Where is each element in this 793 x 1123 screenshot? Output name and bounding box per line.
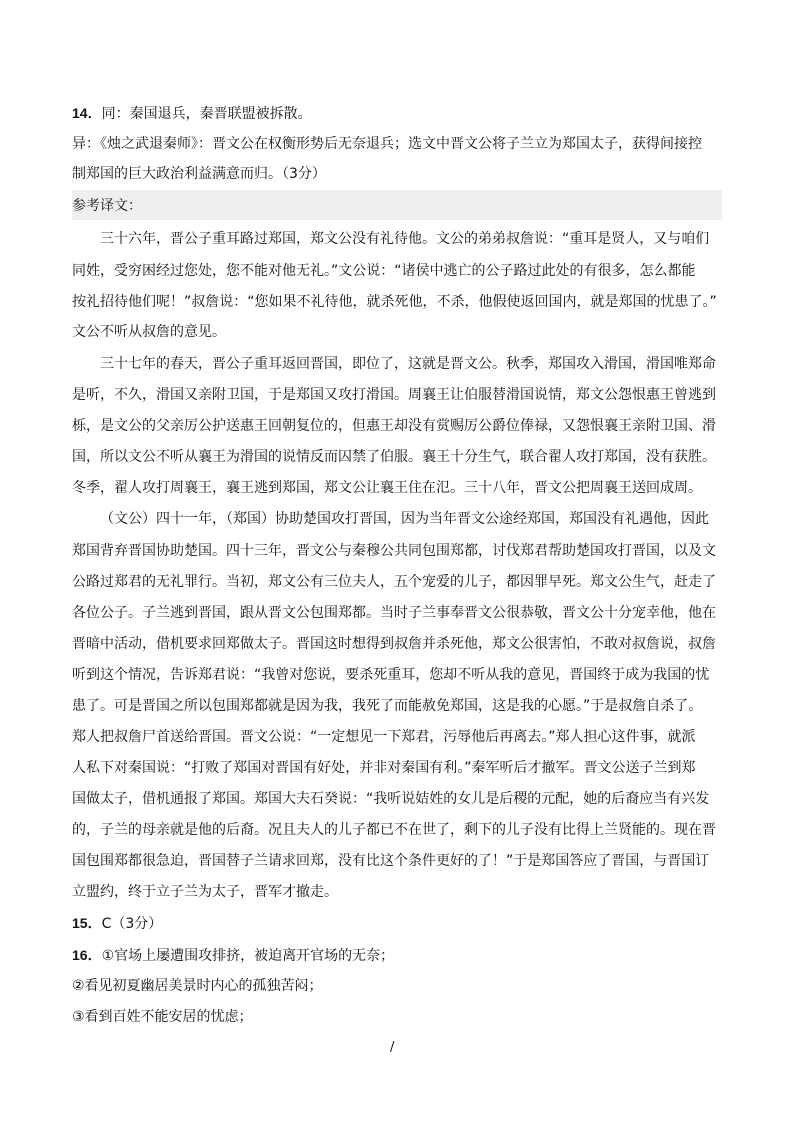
p1-line-3: 按礼招待他们呢！”叔詹说：“您如果不礼待他，就杀死他，不杀，他假使返回国内，就是郑国的忧患了。”	[72, 294, 717, 310]
p1-line-4: 文公不听从叔詹的意见。	[72, 324, 226, 340]
q15-answer: C（3分）	[101, 916, 163, 932]
p3-line-11: 的，子兰的母亲就是他的后裔。况且夫人的儿子都已不在世了，剩下的儿子没有比得上兰贤能的。现在晋	[72, 822, 716, 838]
q15-line	[72, 913, 724, 934]
q16-item-3: ③看到百姓不能安居的忧虑；	[72, 1009, 253, 1025]
p2-line-1: 三十七年的春天，晋公子重耳返回晋国，即位了，这就是晋文公。秋季，郑国攻入滑国，滑国唯郑命	[100, 356, 716, 372]
p1-line-1: 三十六年，晋公子重耳路过郑国，郑文公没有礼待他。文公的弟弟叔詹说：“重耳是贤人，又与咱们	[100, 231, 710, 247]
p3-line-13: 立盟约，终于立子兰为太子，晋军才撤走。	[72, 884, 338, 900]
q14-diff-line-1: 异：《烛之武退秦师》：晋文公在权衡形势后无奈退兵；选文中晋文公将子兰立为郑国太子，获得间接控	[72, 136, 702, 152]
p3-line-6: 听到这个情况，告诉郑君说：“我曾对您说，要杀死重耳，您却不听从我的意见，晋国终于成为我国的忧	[72, 667, 710, 683]
q14-number: 14．	[72, 105, 102, 121]
q16-line-1	[72, 945, 724, 966]
p3-line-8: 郑人把叔詹尸首送给晋国。晋文公说：“一定想见一下郑君，污辱他后再离去。”郑人担心这件事，就派	[72, 729, 696, 745]
p3-line-5: 晋暗中活动，借机要求回郑做太子。晋国这时想得到叔詹并杀死他，郑文公很害怕，不敢对叔詹说，叔詹	[72, 636, 716, 652]
q16-item-2: ②看见初夏幽居美景时内心的孤独苦闷；	[72, 978, 323, 994]
p2-line-3: 栎，是文公的父亲厉公护送惠王回朝复位的，但惠王却没有赏赐厉公爵位俸禄，又怨恨襄王亲附卫国、滑	[72, 418, 716, 434]
p3-line-3: 公路过郑君的无礼罪行。当初，郑文公有三位夫人，五个宠爱的儿子，都因罪早死。郑文公生气，赶走了	[72, 574, 716, 590]
p3-line-10: 国做太子，借机通报了郑国。郑国大夫石癸说：“我听说姞姓的女儿是后稷的元配，她的后裔应当有兴发	[72, 791, 710, 807]
p3-line-7: 患了。可是晋国之所以包围郑都就是因为我，我死了而能赦免郑国，这是我的心愿。”于是叔詹自杀了。	[72, 698, 703, 714]
translation-heading: 参考译文：	[72, 198, 142, 214]
p2-line-2: 是听，不久，滑国又亲附卫国，于是郑国又攻打滑国。周襄王让伯服替滑国说情，郑文公怨恨惠王曾逃到	[72, 387, 716, 403]
q14-diff-line-2: 制郑国的巨大政治利益满意而归。（3分）	[72, 166, 326, 182]
q16-number: 16．	[72, 947, 102, 963]
p2-line-5: 冬季，翟人攻打周襄王，襄王逃到郑国，郑文公让襄王住在氾。三十八年，晋文公把周襄王送回成周。	[72, 480, 702, 496]
p3-line-1: （文公）四十一年，（郑国）协助楚国攻打晋国，因为当年晋文公途经郑国，郑国没有礼遇他，因此	[100, 511, 709, 527]
p3-line-2: 郑国背弃晋国协助楚国。四十三年，晋文公与秦穆公共同包围郑都，讨伐郑君帮助楚国攻打晋国，以及文	[72, 543, 716, 559]
q16-item-1: ①官场上屡遭围攻排挤，被迫离开官场的无奈；	[101, 948, 395, 964]
p3-line-4: 各位公子。子兰逃到晋国，跟从晋文公包围郑都。当时子兰事奉晋文公很恭敬，晋文公十分宠幸他，他在	[72, 605, 716, 621]
q15-number: 15．	[72, 915, 102, 931]
q14-same-line	[72, 103, 724, 124]
q14-same-text: 同：秦国退兵，秦晋联盟被拆散。	[101, 106, 312, 122]
p1-line-2: 同姓，受穷困经过您处，您不能对他无礼。”文公说：“诸侯中逃亡的公子路过此处的有很多，怎么都能	[72, 263, 696, 279]
p2-line-4: 国，所以文公不听从襄王为滑国的说情反而囚禁了伯服。襄王十分生气，联合翟人攻打郑国，没有获胜。	[72, 449, 716, 465]
p3-line-9: 人私下对秦国说：“打败了郑国对晋国有好处，并非对秦国有利。”秦军听后才撤军。晋文公送子兰到郑	[72, 760, 696, 776]
page-number: /	[390, 1040, 395, 1055]
p3-line-12: 国包围郑都很急迫，晋国替子兰请求回郑，没有比这个条件更好的了！”于是郑国答应了晋国，与晋国订	[72, 853, 710, 869]
